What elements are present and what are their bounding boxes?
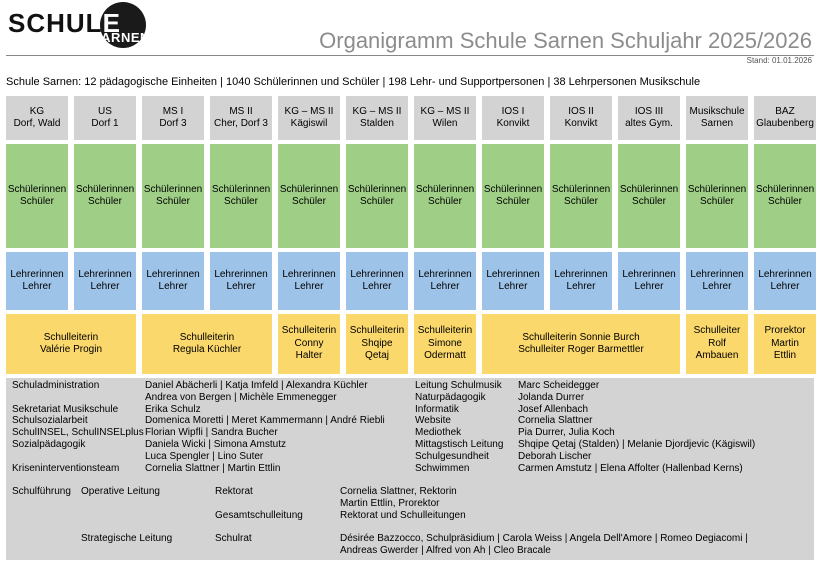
admin-entry: Cornelia Slattner | Martin Ettlin: [145, 462, 281, 474]
admin-entry: Sozialpädagogik: [12, 438, 86, 450]
admin-entry: Domenica Moretti | Meret Kammermann | André Riebli: [145, 415, 385, 427]
admin-entry: Leitung Schulmusik: [415, 380, 502, 391]
teachers-cell: [278, 252, 340, 310]
students-cell: [74, 144, 136, 248]
admin-entry: Jolanda Durrer: [518, 391, 585, 403]
operative-leadership-label: Operative Leitung: [81, 486, 160, 497]
admin-entry: Kriseninterventionsteam: [12, 462, 120, 474]
students-cell-line-2: Schüler: [360, 196, 394, 207]
schulrat-names-1: Désirée Bazzocco, Schulpräsidium | Carola Weiss | Angela Dell'Amore | Romeo Degiacomi |: [340, 533, 748, 544]
school-logo: [8, 2, 150, 48]
unit-header-line-1: KG – MS II: [352, 105, 402, 117]
teachers-cell: [550, 252, 612, 310]
unit-header-line-2: altes Gym.: [625, 118, 673, 129]
leader-cell-line-3: Halter: [295, 350, 323, 362]
students-row: [6, 144, 814, 248]
admin-entry: Carmen Amstutz | Elena Affolter (Hallenbad Kerns): [518, 462, 743, 474]
unit-header-line-2: Kägiswil: [290, 118, 328, 129]
leader-cell: [754, 314, 816, 374]
leader-cell-line-3: Qetaj: [365, 350, 389, 362]
teachers-cell-line-1: Lehrerinnen: [146, 268, 200, 280]
unit-header-line-1: Musikschule: [689, 105, 745, 117]
unit-header-line-2: Konvikt: [496, 118, 530, 129]
teachers-cell-line-1: Lehrerinnen: [78, 268, 132, 280]
leader-cell-line-2: Conny: [294, 337, 324, 349]
teachers-cell: [618, 252, 680, 310]
leader-cell: [278, 314, 340, 374]
unit-header-line-1: MS I: [162, 105, 184, 117]
admin-entry: Schulgesundheit: [415, 450, 489, 462]
teachers-cell-line-1: Lehrerinnen: [690, 268, 744, 280]
students-cell-line-2: Schüler: [768, 196, 802, 207]
rektorat-label: Rektorat: [215, 486, 253, 497]
leadership-label: Schulführung: [12, 486, 71, 497]
students-cell: [346, 144, 408, 248]
unit-header-line-1: IOS III: [634, 105, 664, 117]
admin-entry: Erika Schulz: [145, 403, 201, 415]
students-cell: [414, 144, 476, 248]
teachers-row: [6, 252, 814, 310]
students-cell-line-1: Schülerinnen: [415, 183, 475, 195]
admin-entry: Marc Scheidegger: [518, 380, 600, 391]
teachers-cell-line-1: Lehrerinnen: [214, 268, 268, 280]
admin-entry: Shqipe Qetaj (Stalden) | Melanie Djordjevic (Kägiswil): [518, 438, 756, 450]
rektorat-names-1: Cornelia Slattner, Rektorin: [340, 486, 457, 497]
unit-header-line-1: IOS II: [568, 105, 594, 117]
students-cell: [754, 144, 816, 248]
leader-cell-line-3: Ettlin: [773, 350, 797, 362]
unit-header: [618, 96, 680, 140]
leader-cell-line-1: Schulleiterin: [349, 325, 405, 337]
leader-cell-line-1: Schulleiterin: [43, 331, 99, 343]
students-cell-line-1: Schülerinnen: [211, 183, 271, 195]
teachers-cell-line-1: Lehrerinnen: [418, 268, 472, 280]
students-cell-line-1: Schülerinnen: [75, 183, 135, 195]
students-cell: [686, 144, 748, 248]
leader-cell-line-2: Rolf: [708, 337, 726, 349]
teachers-cell: [686, 252, 748, 310]
admin-functions: [12, 380, 144, 474]
support-persons: [518, 380, 755, 474]
teachers-cell-line-2: Lehrer: [90, 281, 120, 292]
teachers-cell: [414, 252, 476, 310]
unit-header-line-2: Cher, Dorf 3: [214, 118, 268, 129]
students-cell: [6, 144, 68, 248]
leader-cell: [686, 314, 748, 374]
unit-header-line-2: Glaubenberg: [756, 118, 814, 129]
unit-header-line-2: Stalden: [360, 118, 394, 129]
teachers-cell: [346, 252, 408, 310]
unit-header: [686, 96, 748, 140]
unit-header: [414, 96, 476, 140]
teachers-cell-line-2: Lehrer: [430, 281, 460, 292]
leader-cell-line-2: Valérie Progin: [39, 344, 103, 355]
schulrat-label: Schulrat: [215, 533, 252, 544]
unit-header-line-1: US: [98, 105, 112, 117]
unit-header: [482, 96, 544, 140]
support-functions: [415, 380, 503, 474]
unit-header: [346, 96, 408, 140]
admin-entry: Josef Allenbach: [518, 403, 589, 415]
unit-header: [550, 96, 612, 140]
students-cell: [142, 144, 204, 248]
leader-cell-line-2: Simone: [428, 337, 462, 349]
leader-cell-line-3: Ambauen: [695, 350, 739, 362]
header-divider: [6, 55, 814, 56]
unit-header-line-2: Sarnen: [700, 118, 734, 129]
leader-cell: [142, 314, 272, 374]
students-cell-line-2: Schüler: [428, 196, 462, 207]
students-cell: [210, 144, 272, 248]
teachers-cell-line-1: Lehrerinnen: [622, 268, 676, 280]
admin-entry: Pia Durrer, Julia Koch: [518, 427, 615, 439]
students-cell-line-2: Schüler: [156, 196, 190, 207]
admin-entry: Informatik: [415, 403, 459, 415]
teachers-cell: [74, 252, 136, 310]
date-stamp: Stand: 01.01.2026: [746, 56, 812, 65]
unit-header: [754, 96, 816, 140]
students-cell-line-1: Schülerinnen: [755, 183, 815, 195]
students-cell-line-1: Schülerinnen: [279, 183, 339, 195]
teachers-cell-line-2: Lehrer: [362, 281, 392, 292]
admin-entry: Luca Spengler | Lino Suter: [145, 450, 264, 462]
admin-entry: [12, 451, 144, 463]
students-cell-line-2: Schüler: [632, 196, 666, 207]
students-cell-line-1: Schülerinnen: [687, 183, 747, 195]
leader-cell: [482, 314, 680, 374]
admin-persons: [145, 380, 385, 474]
students-cell: [482, 144, 544, 248]
students-cell-line-2: Schüler: [564, 196, 598, 207]
admin-entry: Mittagstisch Leitung: [415, 438, 504, 450]
leader-cell-line-2: Shqipe: [361, 337, 393, 349]
students-cell-line-2: Schüler: [292, 196, 326, 207]
admin-entry: Andrea von Bergen | Michèle Emmenegger: [145, 391, 337, 403]
leader-cell-line-1: Schulleiterin Sonnie Burch: [522, 331, 640, 343]
teachers-cell-line-2: Lehrer: [566, 281, 596, 292]
students-cell-line-2: Schüler: [88, 196, 122, 207]
administration-section: [6, 378, 814, 480]
unit-header-line-2: Konvikt: [564, 118, 598, 129]
teachers-cell-line-2: Lehrer: [770, 281, 800, 292]
teachers-cell: [210, 252, 272, 310]
unit-header: [6, 96, 68, 140]
admin-entry: Daniela Wicki | Simona Amstutz: [145, 438, 286, 450]
leader-cell-line-3: Odermatt: [424, 350, 466, 362]
unit-header-line-2: Dorf 1: [91, 118, 119, 129]
page-title: Organigramm Schule Sarnen Schuljahr 2025/2026: [319, 28, 812, 53]
leader-cell-line-1: Schulleiter: [693, 325, 741, 337]
gesamtschulleitung-names: Rektorat und Schulleitungen: [340, 510, 466, 521]
unit-header-line-1: BAZ: [775, 105, 795, 117]
admin-entry: Sekretariat Musikschule: [12, 403, 119, 415]
students-cell-line-2: Schüler: [20, 196, 54, 207]
leader-cell-line-1: Schulleiterin: [179, 331, 235, 343]
strategic-leadership-label: Strategische Leitung: [81, 533, 173, 544]
teachers-cell: [754, 252, 816, 310]
teachers-cell-line-1: Lehrerinnen: [350, 268, 404, 280]
leader-cell: [346, 314, 408, 374]
leader-cell-line-1: Schulleiterin: [417, 325, 473, 337]
teachers-cell-line-2: Lehrer: [498, 281, 528, 292]
admin-entry: Florian Wipfli | Sandra Bucher: [145, 427, 278, 439]
students-cell-line-2: Schüler: [224, 196, 258, 207]
teachers-cell-line-2: Lehrer: [226, 281, 256, 292]
leader-cell: [414, 314, 476, 374]
teachers-cell-line-1: Lehrerinnen: [554, 268, 608, 280]
admin-entry: Schulsozialarbeit: [12, 415, 88, 427]
teachers-cell: [142, 252, 204, 310]
teachers-cell: [482, 252, 544, 310]
students-cell-line-1: Schülerinnen: [483, 183, 543, 195]
students-cell-line-1: Schülerinnen: [7, 183, 67, 195]
schulrat-names-2: Andreas Gwerder | Alfred von Ah | Cleo Bracale: [340, 545, 551, 556]
teachers-cell-line-2: Lehrer: [634, 281, 664, 292]
unit-header-line-1: KG – MS II: [420, 105, 470, 117]
teachers-cell-line-2: Lehrer: [158, 281, 188, 292]
gesamtschulleitung-label: Gesamtschulleitung: [215, 510, 303, 521]
leader-cell-line-2: Schulleiter Roger Barmettler: [518, 344, 644, 355]
students-cell-line-1: Schülerinnen: [143, 183, 203, 195]
unit-header: [74, 96, 136, 140]
admin-entry: Mediothek: [415, 427, 462, 439]
leader-cell-line-2: Regula Küchler: [172, 344, 242, 355]
teachers-cell-line-1: Lehrerinnen: [282, 268, 336, 280]
unit-header: [142, 96, 204, 140]
admin-entry: Website: [415, 415, 451, 427]
admin-entry: [12, 392, 144, 404]
teachers-cell-line-1: Lehrerinnen: [10, 268, 64, 280]
leader-cell-line-2: Martin: [771, 337, 799, 349]
admin-entry: Schwimmen: [415, 462, 470, 474]
unit-header: [210, 96, 272, 140]
admin-entry: SchulINSEL, SchulINSELplus: [12, 427, 144, 439]
students-cell-line-2: Schüler: [700, 196, 734, 207]
unit-header-line-2: Dorf, Wald: [13, 118, 61, 129]
students-cell-line-1: Schülerinnen: [619, 183, 679, 195]
admin-entry: Daniel Abächerli | Katja Imfeld | Alexandra Küchler: [145, 380, 368, 391]
teachers-cell-line-2: Lehrer: [702, 281, 732, 292]
logo-text: SCHULE: [8, 8, 121, 38]
unit-header-line-1: MS II: [229, 105, 253, 117]
unit-header-line-1: IOS I: [501, 105, 525, 117]
admin-entry: Naturpädagogik: [415, 391, 486, 403]
leader-cell-line-1: Schulleiterin: [281, 325, 337, 337]
students-cell-line-1: Schülerinnen: [347, 183, 407, 195]
leadership-section: [6, 480, 814, 560]
leaders-row: [6, 314, 814, 374]
teachers-cell-line-2: Lehrer: [294, 281, 324, 292]
leader-cell: [6, 314, 136, 374]
teachers-cell-line-2: Lehrer: [22, 281, 52, 292]
admin-entry: Cornelia Slattner: [518, 415, 593, 427]
unit-header: [278, 96, 340, 140]
unit-header-line-1: KG: [29, 105, 45, 117]
admin-entry: Schuladministration: [12, 380, 100, 391]
teachers-cell-line-1: Lehrerinnen: [486, 268, 540, 280]
rektorat-names-2: Martin Ettlin, Prorektor: [340, 498, 440, 509]
students-cell-line-1: Schülerinnen: [551, 183, 611, 195]
admin-entry: Deborah Lischer: [518, 450, 592, 462]
teachers-cell-line-1: Lehrerinnen: [758, 268, 812, 280]
unit-header-line-2: Dorf 3: [159, 118, 187, 129]
unit-header-line-1: KG – MS II: [284, 105, 334, 117]
logo-subtext: SARNEN: [92, 30, 150, 45]
summary-line: Schule Sarnen: 12 pädagogische Einheiten | 1040 Schülerinnen und Schüler | 198 Lehr- und Supportpersonen | 38 Lehrpersonen Musikschule: [6, 76, 701, 88]
students-cell: [550, 144, 612, 248]
leader-cell-line-1: Prorektor: [764, 325, 806, 337]
unit-header-line-2: Wilen: [432, 118, 458, 129]
students-cell: [618, 144, 680, 248]
students-cell: [278, 144, 340, 248]
teachers-cell: [6, 252, 68, 310]
units-row: [6, 96, 814, 140]
students-cell-line-2: Schüler: [496, 196, 530, 207]
